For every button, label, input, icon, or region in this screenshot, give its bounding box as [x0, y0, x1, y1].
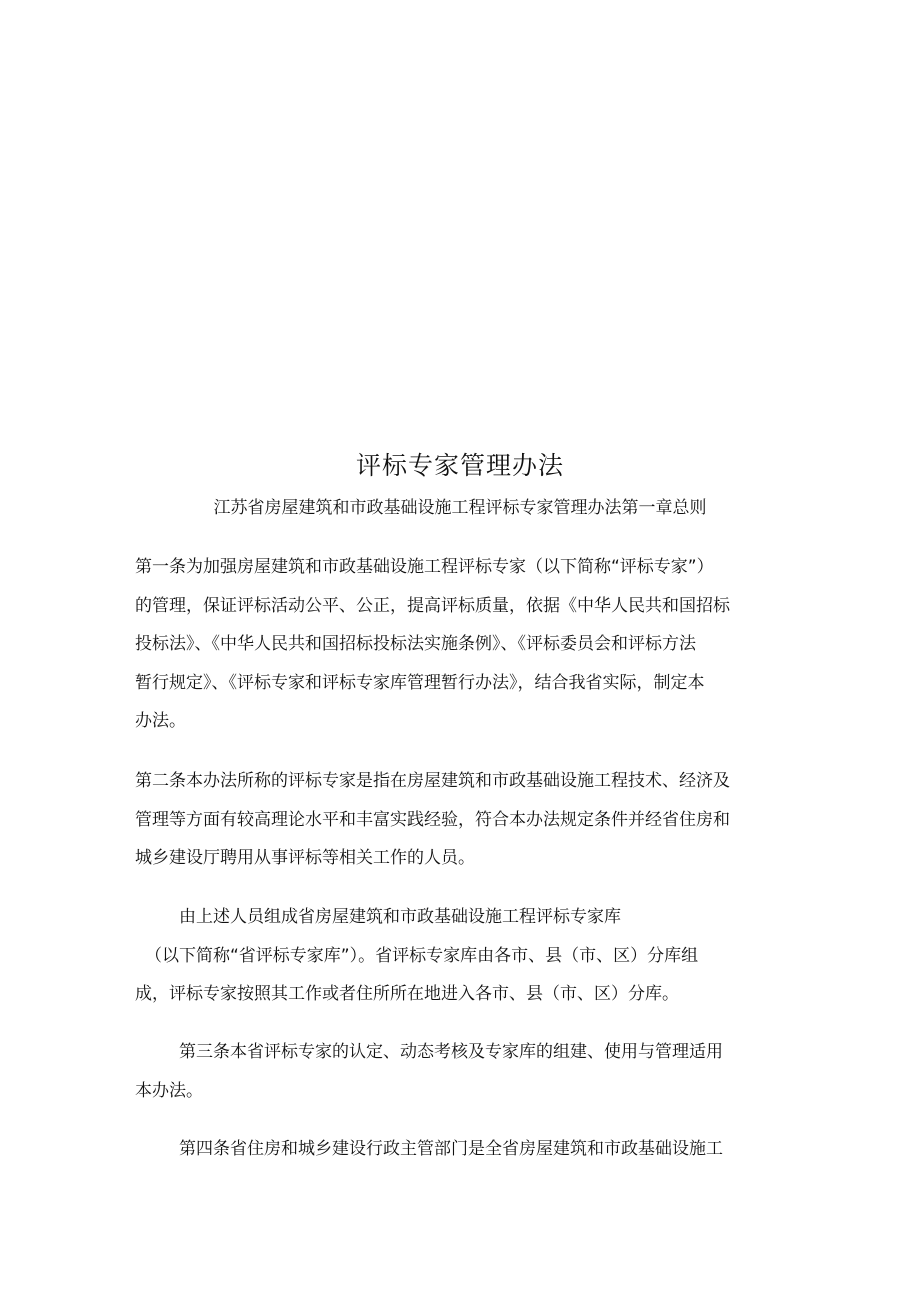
document-title: 评标专家管理办法: [355, 451, 564, 480]
article-4-paragraph: [135, 1130, 775, 1169]
paragraph-line: 管理等方面有较高理论水平和丰富实践经验，符合本办法规定条件并经省住房和: [135, 809, 730, 830]
paragraph-line: 第一条为加强房屋建筑和市政基础设施工程评标专家（以下简称“评标专家”）: [135, 557, 714, 577]
paragraph-line: 投标法》、《中华人民共和国招标投标法实施条例》、《评标委员会和评标方法: [135, 634, 696, 654]
paragraph-line: 办法。: [135, 711, 186, 731]
paragraph-line: 的管理，保证评标活动公平、公正，提高评标质量，依据《中华人民共和国招标: [135, 595, 730, 616]
article-3-paragraph: [135, 1033, 775, 1110]
paragraph-line: 由上述人员组成省房屋建筑和市政基础设施工程评标专家库: [179, 907, 621, 927]
article-1-paragraph: [135, 548, 775, 741]
expert-pool-paragraph: [135, 898, 775, 1014]
paragraph-line: 本办法。: [135, 1080, 203, 1101]
paragraph-line: 第四条省住房和城乡建设行政主管部门是全省房屋建筑和市政基础设施工: [179, 1139, 723, 1159]
paragraph-line: 成，评标专家按照其工作或者住所所在地进入各市、县（市、区）分库。: [135, 984, 679, 1004]
article-2-paragraph: [135, 762, 775, 878]
paragraph-line: （以下简称“省评标专家库”）。省评标专家库由各市、县（市、区）分库组: [145, 945, 699, 966]
paragraph-line: 暂行规定》、《评标专家和评标专家库管理暂行办法》，结合我省实际，制定本: [135, 672, 705, 693]
paragraph-line: 城乡建设厅聘用从事评标等相关工作的人员。: [135, 848, 475, 868]
paragraph-line: 第三条本省评标专家的认定、动态考核及专家库的组建、使用与管理适用: [179, 1042, 723, 1062]
paragraph-line: 第二条本办法所称的评标专家是指在房屋建筑和市政基础设施工程技术、经济及: [135, 771, 730, 791]
document-subtitle: 江苏省房屋建筑和市政基础设施工程评标专家管理办法第一章总则: [213, 498, 707, 518]
